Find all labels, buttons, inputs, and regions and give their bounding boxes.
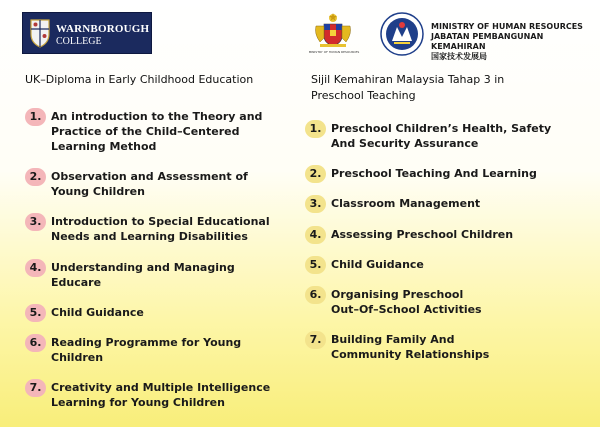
item-line: Children [51, 351, 104, 364]
item-text [331, 332, 489, 362]
item-number-badge: 5. [305, 256, 326, 274]
item-line: Needs and Learning Disabilities [51, 230, 248, 243]
item-text [51, 305, 144, 320]
item-number-badge: 3. [25, 213, 46, 231]
item-number-badge: 1. [25, 108, 46, 126]
item-line: Community Relationships [331, 348, 490, 361]
ministry-line-1: MINISTRY OF HUMAN RESOURCES [431, 22, 583, 31]
item-text [51, 260, 235, 290]
item-line: Young Children [51, 185, 145, 198]
item-line: Creativity and Multiple Intelligence [51, 381, 271, 394]
item-number-badge: 7. [305, 331, 326, 349]
item-text [51, 109, 262, 154]
item-text [331, 166, 537, 181]
item-line: Preschool Teaching And Learning [331, 167, 537, 180]
warnborough-college-logo [22, 12, 152, 54]
right-heading-line-1: Sijil Kemahiran Malaysia Tahap 3 in [311, 73, 505, 86]
item-text [51, 214, 270, 244]
logo-line-2: COLLEGE [56, 36, 102, 47]
jtk-emblem-icon [380, 12, 424, 56]
item-line: Child Guidance [331, 258, 424, 271]
item-text [331, 287, 482, 317]
item-text [51, 335, 241, 365]
item-number-badge: 4. [305, 226, 326, 244]
ministry-name [431, 22, 600, 62]
item-text [331, 196, 480, 211]
item-number-badge: 7. [25, 379, 46, 397]
item-line: Practice of the Child–Centered [51, 125, 240, 138]
item-line: Introduction to Special Educational [51, 215, 270, 228]
right-column-heading [311, 72, 571, 104]
college-crest-icon [29, 18, 51, 48]
item-line: Organising Preschool [331, 288, 464, 301]
item-line: Out–Of–School Activities [331, 303, 482, 316]
coat-caption: MINISTRY OF HUMAN RESOURCES [308, 50, 360, 54]
item-line: Observation and Assessment of [51, 170, 248, 183]
item-line: An introduction to the Theory and [51, 110, 263, 123]
item-number-badge: 1. [305, 120, 326, 138]
item-number-badge: 3. [305, 195, 326, 213]
item-text [331, 227, 513, 242]
item-number-badge: 6. [305, 286, 326, 304]
item-line: And Security Assurance [331, 137, 479, 150]
item-number-badge: 2. [305, 165, 326, 183]
item-text [51, 380, 270, 410]
item-line: Reading Programme for Young [51, 336, 242, 349]
item-line: Child Guidance [51, 306, 144, 319]
item-line: Classroom Management [331, 197, 481, 210]
left-column-heading: UK–Diploma in Early Childhood Education [25, 73, 254, 86]
item-text [51, 169, 248, 199]
item-line: Preschool Children’s Health, Safety [331, 122, 552, 135]
coat-of-arms-icon [312, 12, 354, 48]
item-line: Building Family And [331, 333, 455, 346]
item-text [331, 121, 551, 151]
item-number-badge: 5. [25, 304, 46, 322]
item-number-badge: 4. [25, 259, 46, 277]
ministry-line-3: 国家技术发展局 [431, 52, 487, 61]
ministry-line-2: JABATAN PEMBANGUNAN KEMAHIRAN [431, 32, 544, 51]
right-heading-line-2: Preschool Teaching [311, 89, 416, 102]
item-number-badge: 2. [25, 168, 46, 186]
logo-line-1: WARNBOROUGH [56, 23, 150, 35]
item-number-badge: 6. [25, 334, 46, 352]
item-text [331, 257, 424, 272]
item-line: Learning for Young Children [51, 396, 225, 409]
item-line: Understanding and Managing [51, 261, 235, 274]
item-line: Learning Method [51, 140, 157, 153]
item-line: Assessing Preschool Children [331, 228, 514, 241]
item-line: Educare [51, 276, 102, 289]
